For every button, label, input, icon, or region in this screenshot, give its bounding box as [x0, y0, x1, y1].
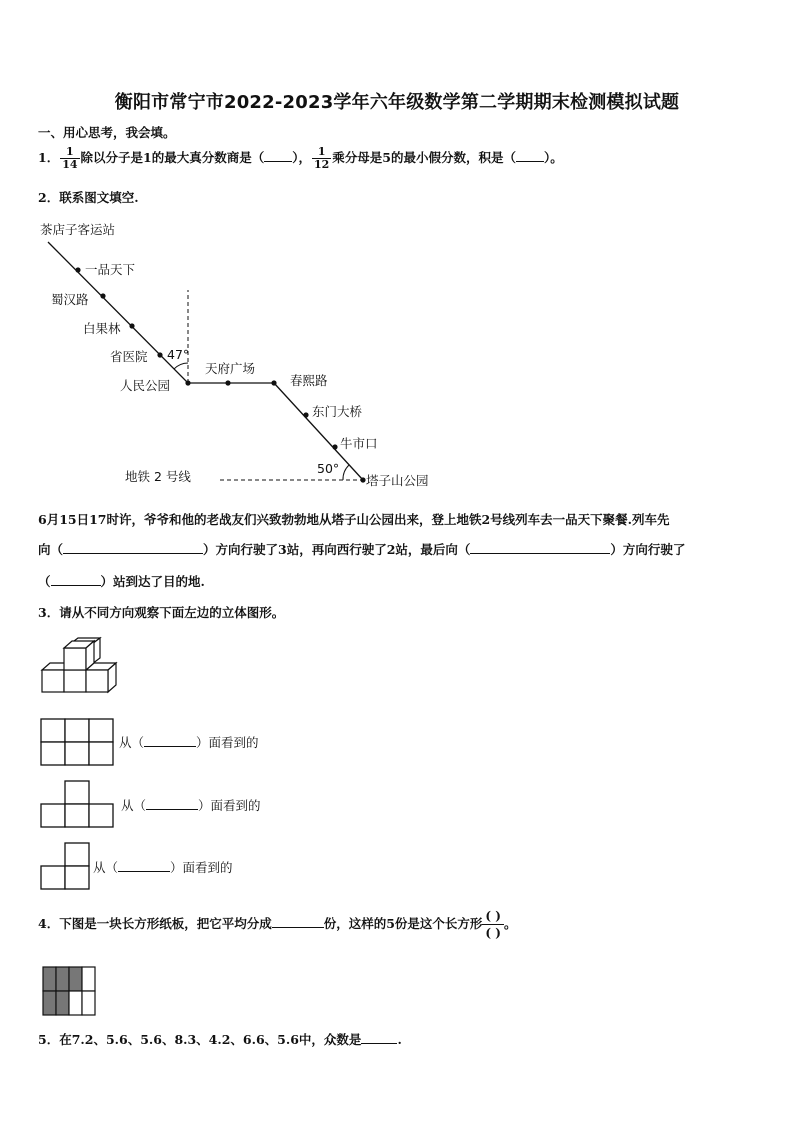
q1-frac1-numerator: 1 — [60, 146, 79, 159]
q1-blank-2[interactable] — [516, 149, 544, 162]
q1-fraction-2 — [312, 146, 331, 171]
station-label: 茶店子客运站 — [40, 222, 116, 237]
view-caption-text: 从（ — [121, 798, 147, 813]
q2-blank-stations[interactable] — [51, 573, 101, 586]
board-cell — [43, 967, 56, 991]
view-caption-text: 从（ — [93, 860, 119, 875]
board-cell — [43, 991, 56, 1015]
view-1-caption — [119, 733, 259, 751]
station-dot-tazishan — [360, 477, 365, 482]
angle-arc-50 — [343, 465, 349, 480]
station-dot-shuhanlu — [100, 293, 105, 298]
view-l-shape — [40, 842, 90, 890]
station-dot-yipintianxia — [75, 267, 80, 272]
metro-map — [30, 215, 450, 500]
view-2-blank[interactable] — [146, 797, 198, 810]
q5-blank-mode[interactable] — [361, 1031, 397, 1044]
question-2-label: 2．联系图文填空. — [38, 190, 139, 205]
q4-text: 4．下图是一块长方形纸板，把它平均分成 — [38, 916, 272, 931]
question-5 — [38, 1030, 402, 1048]
q2-text: ）站到达了目的地. — [100, 574, 205, 589]
station-dot-niushikou — [332, 444, 337, 449]
q1-blank-1[interactable] — [264, 149, 292, 162]
q4-text: 。 — [503, 916, 517, 931]
station-label: 白果林 — [83, 321, 121, 336]
station-label: 一品天下 — [85, 262, 136, 277]
section-heading: 一、用心思考，我会填。 — [38, 125, 176, 140]
view-caption-text: ）面看到的 — [198, 798, 261, 813]
station-label: 天府广场 — [205, 361, 256, 376]
q1-text-4: ）。 — [544, 150, 563, 165]
q2-text: 向（ — [38, 542, 64, 557]
view-3-caption — [93, 858, 233, 876]
q2-text: ）方向行驶了 — [610, 542, 686, 557]
page-title: 衡阳市常宁市2022-2023学年六年级数学第二学期期末检测模拟试题 — [114, 92, 680, 113]
q4-fraction-blank[interactable] — [482, 908, 504, 941]
q1-number: 1． — [38, 150, 60, 165]
q1-text-3: 乘分母是5的最小假分数，积是（ — [332, 150, 516, 165]
q2-text: ）方向行驶了3站，再向西行驶了2站，最后向（ — [203, 542, 471, 557]
q4-text: 份，这样的5份是这个长方形 — [323, 916, 483, 931]
rectangle-board — [42, 966, 100, 1016]
q4-frac-numerator: ( ) — [482, 908, 504, 925]
cube-solid-figure — [40, 636, 140, 696]
q2-paragraph-line-2 — [38, 540, 685, 558]
station-dot-baiguolin — [129, 323, 134, 328]
q2-blank-direction-1[interactable] — [63, 541, 203, 554]
station-dot-shengyiyuan — [157, 352, 162, 357]
station-dot-renmingongyuan — [185, 380, 190, 385]
board-cell — [82, 991, 95, 1015]
q5-text: 5．在7.2、5.6、5.6、8.3、4.2、6.6、5.6中，众数是 — [38, 1032, 362, 1047]
view-2-caption — [121, 796, 261, 814]
station-label: 省医院 — [110, 349, 148, 364]
q5-text: . — [397, 1032, 402, 1047]
view-caption-text: ）面看到的 — [170, 860, 233, 875]
station-label: 牛市口 — [340, 436, 378, 451]
board-cell — [69, 991, 82, 1015]
station-label: 东门大桥 — [312, 404, 363, 419]
station-dot-tianfuguangchang — [225, 380, 230, 385]
question-1 — [38, 146, 563, 171]
station-label: 春熙路 — [290, 373, 328, 388]
q4-blank-parts[interactable] — [272, 915, 324, 928]
station-label: 蜀汉路 — [51, 292, 89, 307]
q1-text-2: ）， — [292, 150, 311, 165]
q2-paragraph-line-1: 6月15日17时许，爷爷和他的老战友们兴致勃勃地从塔子山公园出来，登上地铁2号线列车去一品天下聚餐.列车先 — [38, 512, 670, 527]
station-label: 塔子山公园 — [366, 473, 429, 488]
question-3-label: 3．请从不同方向观察下面左边的立体图形。 — [38, 605, 285, 620]
q4-frac-denominator: ( ) — [485, 926, 501, 940]
board-cell — [56, 991, 69, 1015]
q1-frac2-denominator: 12 — [313, 158, 330, 171]
view-grid-2x3 — [40, 718, 114, 766]
angle-label-47: 47° — [167, 347, 190, 362]
view-caption-text: 从（ — [119, 735, 145, 750]
q1-text-1: 除以分子是1的最大真分数商是（ — [80, 150, 265, 165]
q2-blank-direction-2[interactable] — [470, 541, 610, 554]
view-1-blank[interactable] — [144, 734, 196, 747]
view-t-shape — [40, 780, 114, 828]
metro-line-label: 地铁 2 号线 — [125, 469, 191, 484]
board-cell — [56, 967, 69, 991]
q2-text: （ — [38, 574, 51, 589]
board-cell — [69, 967, 82, 991]
station-dot-chunxilu — [271, 380, 276, 385]
station-label: 人民公园 — [120, 378, 171, 393]
angle-arc-47 — [174, 363, 188, 369]
q1-frac1-denominator: 14 — [62, 158, 78, 171]
view-3-blank[interactable] — [118, 859, 170, 872]
station-dot-dongmendaqiao — [303, 412, 308, 417]
q2-paragraph-line-3 — [38, 572, 205, 590]
question-4 — [38, 908, 516, 941]
view-caption-text: ）面看到的 — [196, 735, 259, 750]
board-cell — [82, 967, 95, 991]
q1-frac2-numerator: 1 — [312, 146, 331, 159]
angle-label-50: 50° — [317, 461, 340, 476]
q1-fraction-1 — [60, 146, 79, 171]
